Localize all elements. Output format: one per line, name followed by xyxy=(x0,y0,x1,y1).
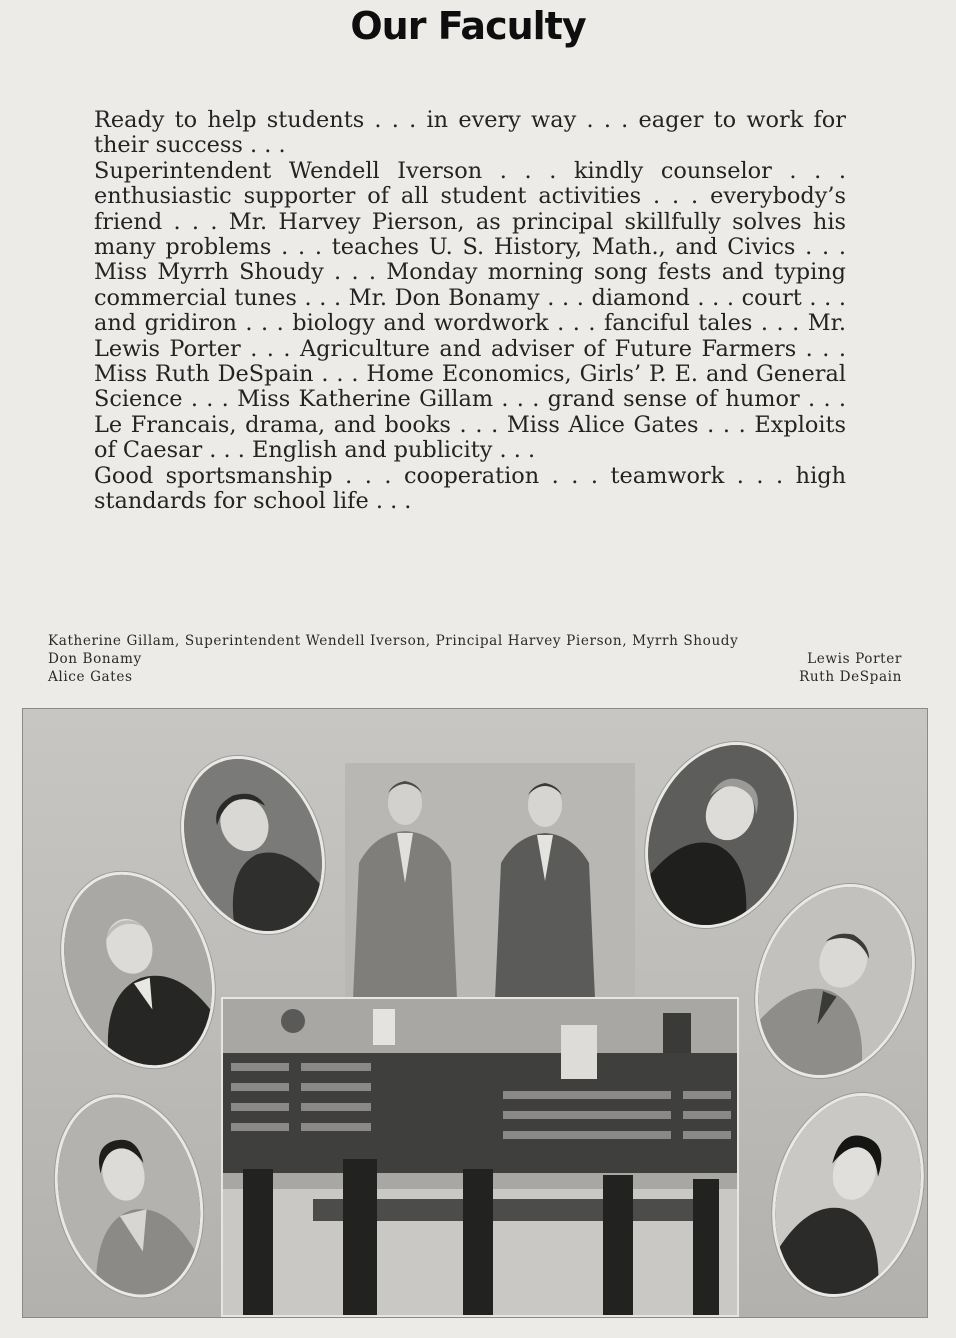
portrait-ruth-despain xyxy=(749,1075,928,1315)
caption-right-line-2: Lewis Porter xyxy=(807,651,902,667)
page-title: Our Faculty xyxy=(350,4,586,48)
closing-paragraph: Good sportsmanship . . . cooperation . . . teamwork . . . high standards for school life . . . xyxy=(94,462,846,515)
library-photo xyxy=(221,997,739,1317)
caption-line-2: Don Bonamy xyxy=(48,651,142,667)
photo-standing-men xyxy=(345,763,635,999)
caption-line-3: Alice Gates xyxy=(48,669,133,685)
portrait-alice-gates xyxy=(34,1079,224,1314)
faculty-paragraph: Superintendent Wendell Iverson . . . kindly counselor . . . enthusiastic supporter of all student activities . . . everybody’s friend . . . Mr. Harvey Pierson, as principal skillfully solves his many problems . . . teaches U. S. History, Math., and Civics . . . Miss Myrrh Shoudy . . . Monday morning song fests and typing commercial tunes . . . Mr. Don Bonamy . . . diamond . . . court . . . and gridiron . . . biology and wordwork . . . fanciful tales . . . Mr. Lewis Porter . . . Agriculture and adviser of Future Farmers . . . Miss Ruth DeSpain . . . Home Economics, Girls’ P. E. and General Science . . . Miss Katherine Gillam . . . grand sense of humor . . . Le Francais, drama, and books . . . Miss Alice Gates . . . Exploits of Caesar . . . English and publicity . . . xyxy=(94,157,846,464)
caption-left xyxy=(48,632,902,686)
caption-right xyxy=(799,632,902,686)
intro-paragraph: Ready to help students . . . in every way . . . eager to work for their success . . . xyxy=(94,107,846,159)
caption-line-1: Katherine Gillam, Superintendent Wendell Iverson, Principal Harvey Pierson, Myrrh Shoudy xyxy=(48,633,739,649)
faculty-photo-collage xyxy=(22,708,928,1318)
caption-right-line-3: Ruth DeSpain xyxy=(799,669,902,685)
faculty-description xyxy=(94,108,846,515)
